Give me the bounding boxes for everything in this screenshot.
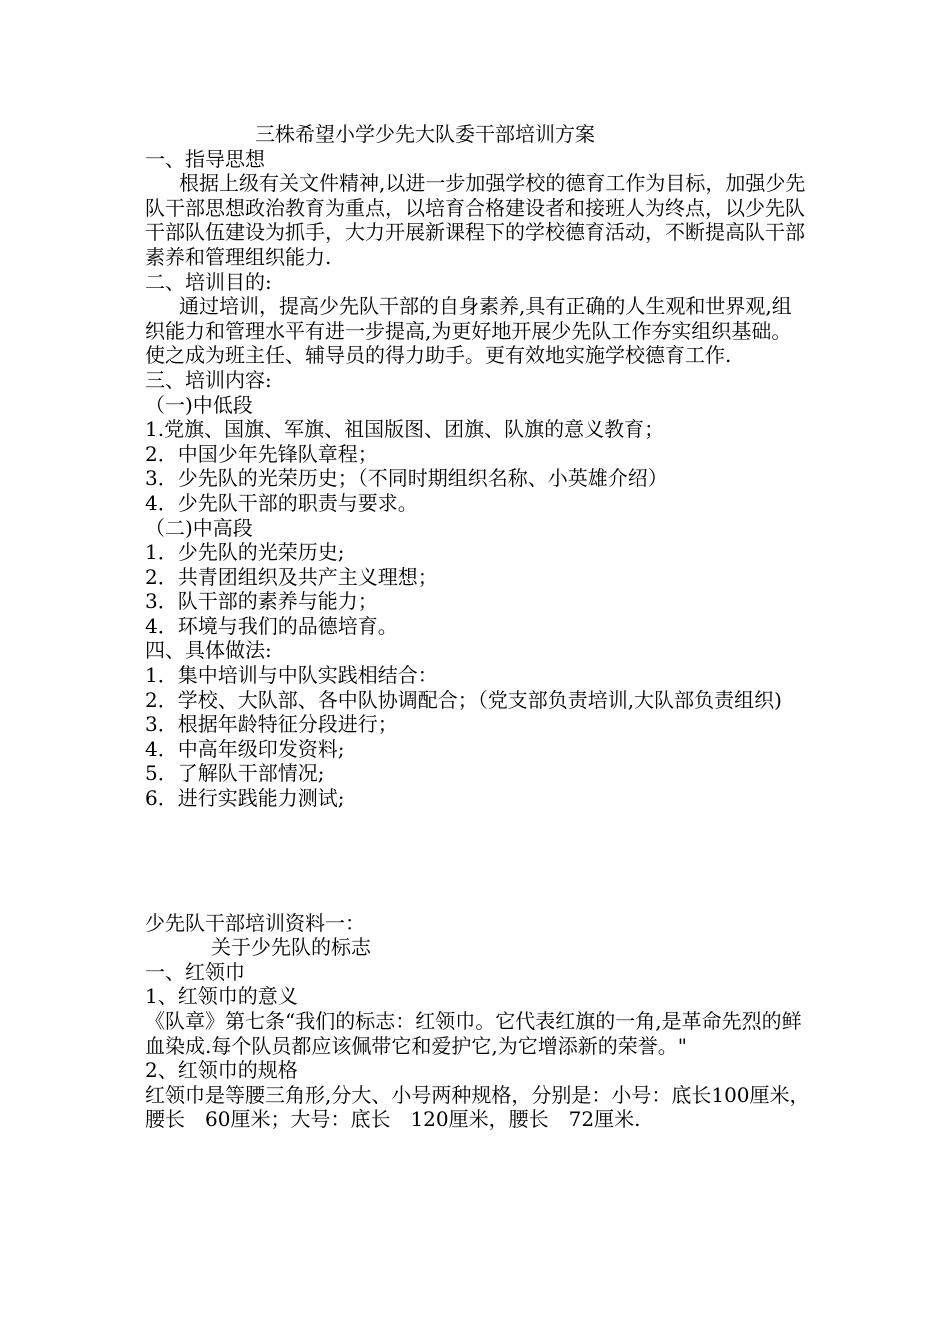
list-item: 5．了解队干部情况; — [145, 761, 325, 786]
material-heading-red-scarf: 一、红领巾 — [145, 959, 245, 984]
document-title: 三株希望小学少先大队委干部培训方案 — [255, 122, 595, 146]
document-page — [145, 122, 810, 1132]
subsection-lower-grades: （一)中低段 — [145, 392, 253, 417]
material-subheading-specs: 2、红领巾的规格 — [145, 1058, 298, 1083]
list-item: 2．共青团组织及共产主义理想； — [145, 564, 438, 589]
section-heading-methods: 四、具体做法: — [145, 638, 272, 663]
list-item: 4．中高年级印发资料; — [145, 736, 345, 761]
spacer — [145, 811, 810, 911]
subsection-higher-grades: （二)中高段 — [145, 515, 253, 540]
section-paragraph-guiding-thought: 根据上级有关文件精神,以进一步加强学校的德育工作为目标，加强少先队干部思想政治教育为重点，以培育合格建设者和接班人为终点，以少先队干部队伍建设为抓手，大力开展新课程下的学校德育活动，不断提高队干部素养和管理组织能力. — [145, 171, 806, 269]
material-label: 少先队干部培训资料一： — [145, 910, 365, 935]
material-paragraph-meaning: 《队章》第七条“我们的标志：红领巾。它代表红旗的一角,是革命先烈的鲜血染成.每个队员都应该佩带它和爱护它,为它增添新的荣誉。" — [145, 1009, 802, 1058]
material-subheading-meaning: 1、红领巾的意义 — [145, 984, 298, 1009]
list-item: 4．少先队干部的职责与要求。 — [145, 490, 418, 515]
list-item: 2．中国少年先锋队章程； — [145, 441, 378, 466]
list-item: 2．学校、大队部、各中队协调配合；（党支部负责培训,大队部负责组织) — [145, 687, 782, 712]
list-item: 1.党旗、国旗、军旗、祖国版图、团旗、队旗的意义教育； — [145, 417, 665, 442]
section-heading-training-content: 三、培训内容: — [145, 367, 272, 392]
list-item: 6．进行实践能力测试; — [145, 786, 345, 811]
list-item: 4．环境与我们的品德培育。 — [145, 613, 398, 638]
list-item: 1．集中培训与中队实践相结合： — [145, 663, 438, 688]
section-heading-training-purpose: 二、培训目的: — [145, 269, 272, 294]
list-item: 3．队干部的素养与能力； — [145, 589, 378, 614]
list-item: 1．少先队的光荣历史; — [145, 540, 345, 565]
list-item: 3．少先队的光荣历史；（不同时期组织名称、小英雄介绍） — [145, 466, 668, 491]
section-paragraph-training-purpose: 通过培训，提高少先队干部的自身素养,具有正确的人生观和世界观,组织能力和管理水平有进一步提高,为更好地开展少先队工作夯实组织基础。使之成为班主任、辅导员的得力助手。更有效地实施学校德育工作. — [145, 294, 792, 368]
section-heading-guiding-thought: 一、指导思想 — [145, 146, 265, 171]
material-title: 关于少先队的标志 — [211, 935, 371, 960]
material-paragraph-specs: 红领巾是等腰三角形,分大、小号两种规格，分别是：小号：底长100厘米，腰长 60厘米；大号：底长 120厘米，腰长 72厘米. — [145, 1082, 810, 1132]
list-item: 3．根据年龄特征分段进行； — [145, 712, 398, 737]
